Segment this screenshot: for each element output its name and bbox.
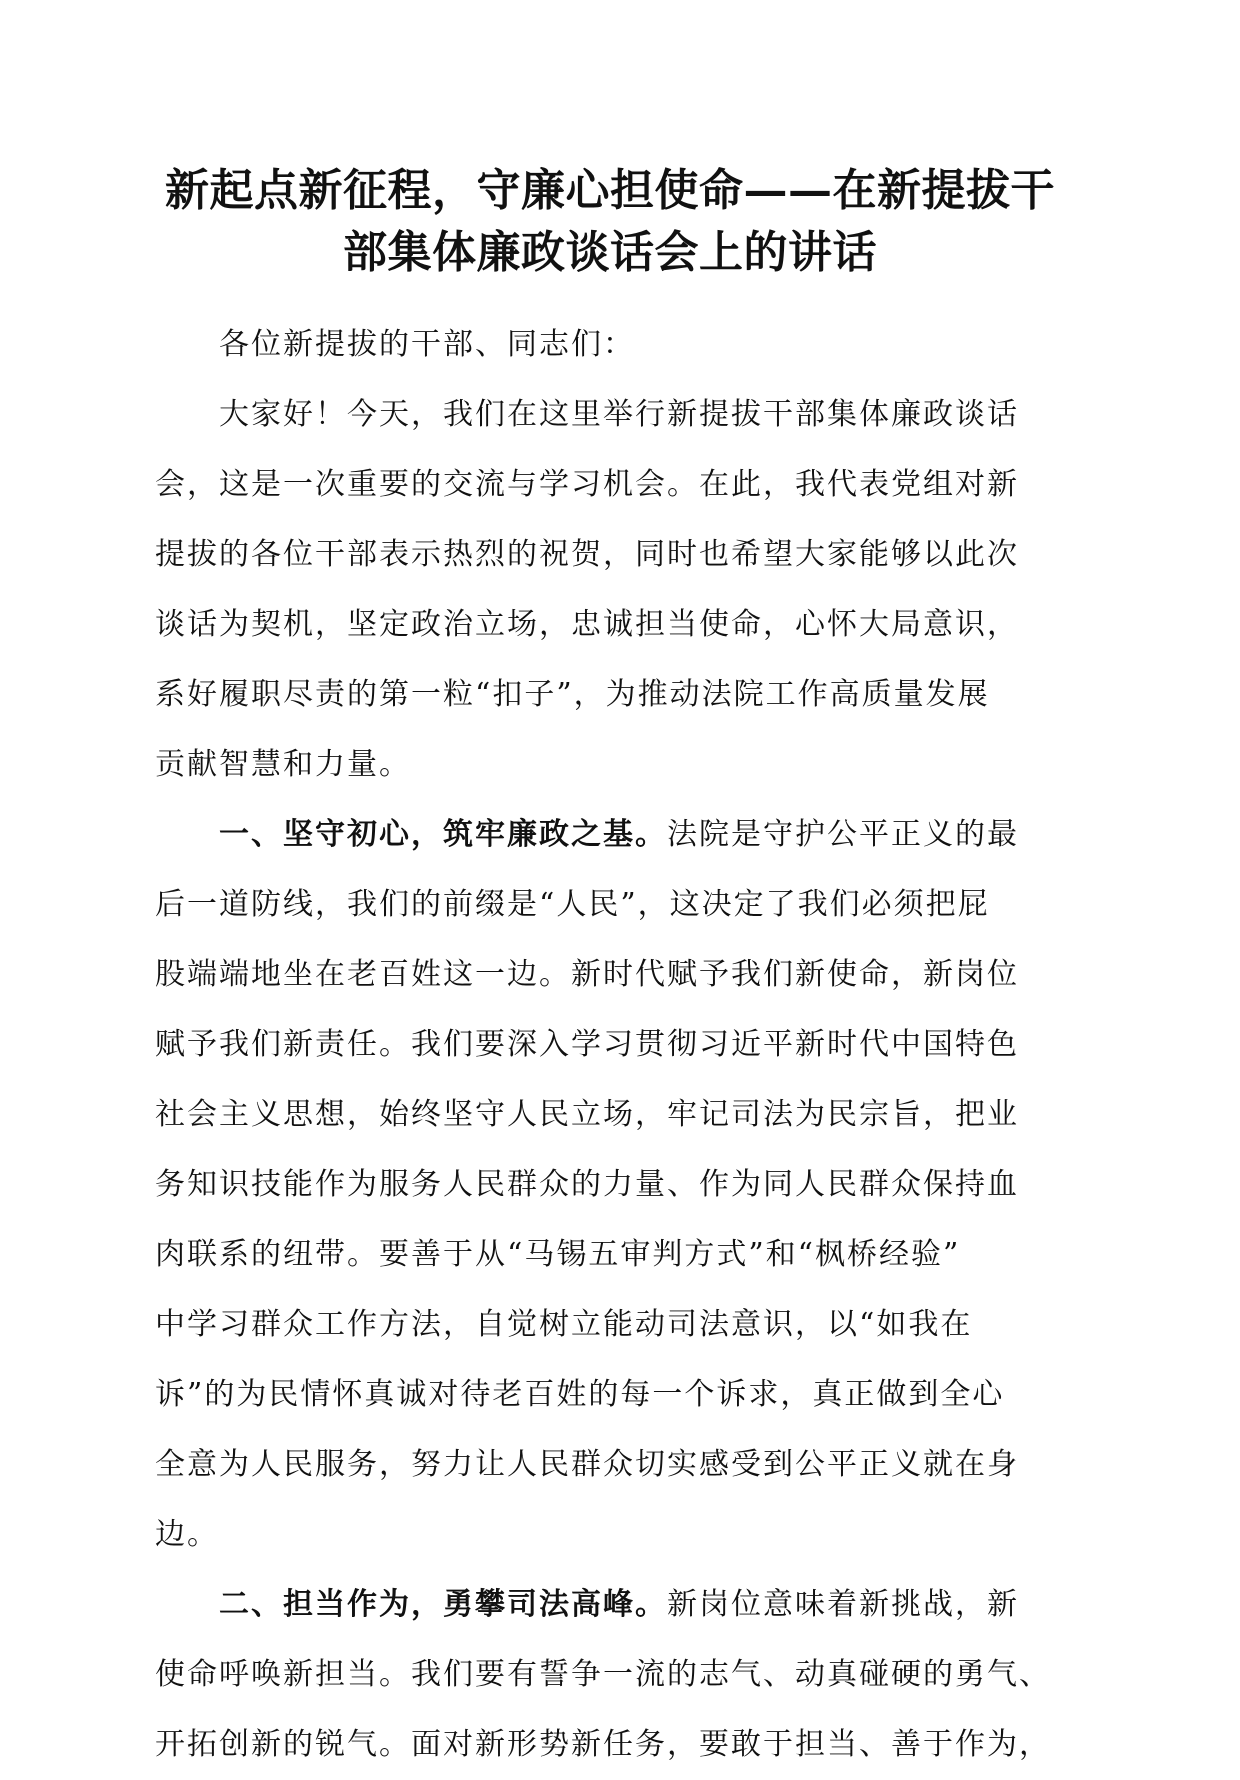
intro-line: 系好履职尽责的第一粒“扣子”，为推动法院工作高质量发展: [155, 677, 990, 712]
section-2-line: 使命呼唤新担当。我们要有誓争一流的志气、动真碰硬的勇气、: [155, 1657, 1051, 1692]
section-1-line: 中学习群众工作方法，自觉树立能动司法意识，以“如我在: [155, 1307, 973, 1342]
intro-paragraph: [155, 380, 1065, 800]
section-2-first-line: [155, 1570, 1065, 1640]
section-1-paragraph: [155, 800, 1065, 1570]
section-1-line: 边。: [155, 1517, 219, 1552]
document-body: [155, 310, 1065, 1780]
section-1-first-line: [155, 800, 1065, 870]
intro-line: 提拔的各位干部表示热烈的祝贺，同时也希望大家能够以此次: [155, 537, 1019, 572]
section-2-paragraph: [155, 1570, 1065, 1780]
greeting: [155, 310, 1065, 380]
intro-line: 会，这是一次重要的交流与学习机会。在此，我代表党组对新: [155, 467, 1019, 502]
title-line-2: 部集体廉政谈话会上的讲话: [343, 227, 877, 278]
section-2-heading: 二、担当作为，勇攀司法高峰。: [219, 1587, 667, 1622]
title-line-1: 新起点新征程，守廉心担使命——在新提拔干: [165, 165, 1055, 216]
section-1-line: 社会主义思想，始终坚守人民立场，牢记司法为民宗旨，把业: [155, 1097, 1019, 1132]
document-page: [155, 160, 1065, 1780]
intro-line: 谈话为契机，坚定政治立场，忠诚担当使命，心怀大局意识，: [155, 607, 1019, 642]
intro-line: 大家好！今天，我们在这里举行新提拔干部集体廉政谈话: [219, 397, 1019, 432]
section-1-first-text: 法院是守护公平正义的最: [667, 817, 1019, 852]
section-1-line: 诉”的为民情怀真诚对待老百姓的每一个诉求，真正做到全心: [155, 1377, 1005, 1412]
intro-line: 贡献智慧和力量。: [155, 747, 411, 782]
section-2-first-text: 新岗位意味着新挑战，新: [667, 1587, 1019, 1622]
section-1-line: 后一道防线，我们的前缀是“人民”，这决定了我们必须把屁: [155, 887, 990, 922]
section-1-line: 股端端地坐在老百姓这一边。新时代赋予我们新使命，新岗位: [155, 957, 1019, 992]
section-2-line: 开拓创新的锐气。面对新形势新任务，要敢于担当、善于作为，: [155, 1727, 1051, 1762]
section-1-line: 肉联系的纽带。要善于从“马锡五审判方式”和“枫桥经验”: [155, 1237, 961, 1272]
greeting-line: 各位新提拔的干部、同志们：: [219, 327, 635, 362]
section-1-line: 全意为人民服务，努力让人民群众切实感受到公平正义就在身: [155, 1447, 1019, 1482]
document-title: [155, 160, 1065, 284]
section-1-line: 赋予我们新责任。我们要深入学习贯彻习近平新时代中国特色: [155, 1027, 1019, 1062]
section-1-line: 务知识技能作为服务人民群众的力量、作为同人民群众保持血: [155, 1167, 1019, 1202]
section-1-heading: 一、坚守初心，筑牢廉政之基。: [219, 817, 667, 852]
